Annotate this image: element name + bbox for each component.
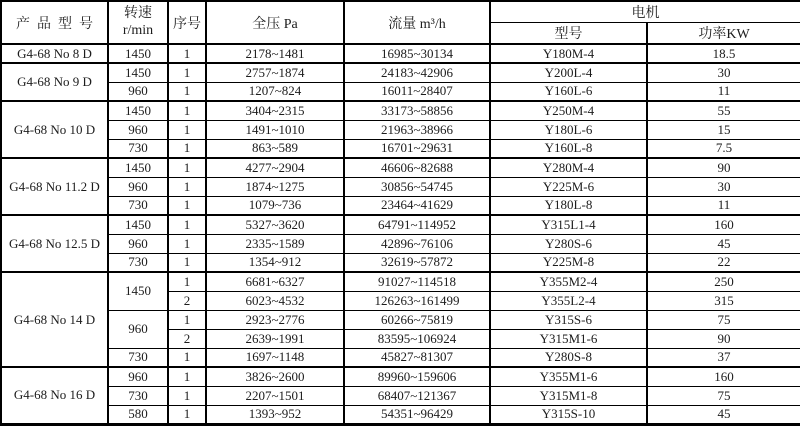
cell-pressure: 2178~1481 (206, 44, 344, 63)
cell-serial: 1 (168, 215, 206, 234)
table-row (1, 405, 800, 424)
cell-motor-power: 45 (647, 405, 800, 424)
cell-motor-model: Y315L1-4 (490, 215, 647, 234)
cell-pressure: 1079~736 (206, 196, 344, 215)
cell-serial: 1 (168, 82, 206, 101)
cell-serial: 1 (168, 367, 206, 386)
cell-pressure: 6681~6327 (206, 272, 344, 291)
cell-motor-power: 7.5 (647, 139, 800, 158)
cell-motor-power: 160 (647, 367, 800, 386)
cell-flow: 16701~29631 (344, 139, 490, 158)
cell-rpm: 730 (108, 386, 168, 405)
header-speed-label: 转速 (124, 6, 152, 22)
header-serial: 序号 (168, 1, 206, 44)
header-flow: 流量 m³/h (344, 1, 490, 44)
cell-motor-model: Y315M1-6 (490, 329, 647, 348)
cell-motor-power: 15 (647, 120, 800, 139)
table-row (1, 367, 800, 386)
table-row (1, 348, 800, 367)
cell-flow: 23464~41629 (344, 196, 490, 215)
header-speed-unit: r/min (122, 22, 154, 38)
table-row (1, 253, 800, 272)
cell-rpm: 960 (108, 82, 168, 101)
cell-motor-power: 75 (647, 386, 800, 405)
cell-motor-model: Y160L-8 (490, 139, 647, 158)
cell-motor-model: Y315S-10 (490, 405, 647, 424)
table-row (1, 101, 800, 120)
cell-motor-power: 45 (647, 234, 800, 253)
cell-motor-power: 11 (647, 82, 800, 101)
cell-motor-power: 30 (647, 177, 800, 196)
spec-table-body (1, 44, 800, 424)
cell-rpm: 730 (108, 348, 168, 367)
cell-flow: 89960~159606 (344, 367, 490, 386)
cell-pressure: 3404~2315 (206, 101, 344, 120)
header-row-main (1, 1, 800, 23)
cell-serial: 1 (168, 101, 206, 120)
cell-motor-power: 315 (647, 291, 800, 310)
cell-motor-power: 55 (647, 101, 800, 120)
cell-flow: 16011~28407 (344, 82, 490, 101)
cell-pressure: 1393~952 (206, 405, 344, 424)
cell-serial: 1 (168, 120, 206, 139)
cell-pressure: 6023~4532 (206, 291, 344, 310)
cell-pressure: 1491~1010 (206, 120, 344, 139)
cell-product-model: G4-68 No 8 D (1, 44, 108, 63)
cell-serial: 1 (168, 348, 206, 367)
cell-flow: 32619~57872 (344, 253, 490, 272)
table-row (1, 196, 800, 215)
cell-motor-model: Y280S-8 (490, 348, 647, 367)
cell-rpm: 730 (108, 139, 168, 158)
table-row (1, 234, 800, 253)
cell-serial: 1 (168, 253, 206, 272)
cell-pressure: 2335~1589 (206, 234, 344, 253)
cell-rpm: 730 (108, 196, 168, 215)
cell-motor-power: 22 (647, 253, 800, 272)
cell-flow: 42896~76106 (344, 234, 490, 253)
cell-rpm: 730 (108, 253, 168, 272)
cell-flow: 45827~81307 (344, 348, 490, 367)
cell-motor-power: 90 (647, 329, 800, 348)
cell-flow: 64791~114952 (344, 215, 490, 234)
table-row (1, 139, 800, 158)
cell-motor-model: Y250M-4 (490, 101, 647, 120)
spec-table-header (1, 1, 800, 44)
cell-motor-model: Y315S-6 (490, 310, 647, 329)
cell-product-model: G4-68 No 16 D (1, 367, 108, 424)
cell-pressure: 1354~912 (206, 253, 344, 272)
cell-motor-model: Y355M1-6 (490, 367, 647, 386)
cell-product-model: G4-68 No 14 D (1, 272, 108, 367)
cell-serial: 1 (168, 158, 206, 177)
cell-motor-model: Y225M-8 (490, 253, 647, 272)
cell-serial: 2 (168, 329, 206, 348)
cell-motor-model: Y225M-6 (490, 177, 647, 196)
cell-flow: 33173~58856 (344, 101, 490, 120)
cell-pressure: 2207~1501 (206, 386, 344, 405)
cell-flow: 46606~82688 (344, 158, 490, 177)
cell-pressure: 4277~2904 (206, 158, 344, 177)
table-row (1, 63, 800, 82)
header-motor-power: 功率KW (647, 23, 800, 45)
cell-rpm: 1450 (108, 44, 168, 63)
cell-motor-power: 90 (647, 158, 800, 177)
cell-motor-power: 250 (647, 272, 800, 291)
header-motor-model: 型号 (490, 23, 647, 45)
cell-rpm: 960 (108, 177, 168, 196)
header-product-model: 产品型号 (1, 1, 108, 44)
table-row (1, 215, 800, 234)
cell-motor-power: 160 (647, 215, 800, 234)
cell-pressure: 3826~2600 (206, 367, 344, 386)
cell-motor-model: Y200L-4 (490, 63, 647, 82)
cell-product-model: G4-68 No 9 D (1, 63, 108, 101)
cell-serial: 1 (168, 139, 206, 158)
table-row (1, 272, 800, 291)
cell-motor-power: 37 (647, 348, 800, 367)
cell-pressure: 5327~3620 (206, 215, 344, 234)
cell-motor-model: Y280S-6 (490, 234, 647, 253)
cell-rpm: 1450 (108, 101, 168, 120)
cell-product-model: G4-68 No 12.5 D (1, 215, 108, 272)
cell-pressure: 2757~1874 (206, 63, 344, 82)
cell-pressure: 1874~1275 (206, 177, 344, 196)
cell-flow: 91027~114518 (344, 272, 490, 291)
table-row (1, 120, 800, 139)
cell-rpm: 960 (108, 234, 168, 253)
cell-flow: 54351~96429 (344, 405, 490, 424)
cell-flow: 24183~42906 (344, 63, 490, 82)
cell-motor-model: Y355M2-4 (490, 272, 647, 291)
cell-rpm: 1450 (108, 63, 168, 82)
cell-serial: 1 (168, 177, 206, 196)
cell-rpm: 1450 (108, 272, 168, 310)
cell-serial: 2 (168, 291, 206, 310)
cell-serial: 1 (168, 44, 206, 63)
table-row (1, 158, 800, 177)
cell-serial: 1 (168, 196, 206, 215)
cell-rpm: 1450 (108, 215, 168, 234)
cell-flow: 16985~30134 (344, 44, 490, 63)
cell-pressure: 1207~824 (206, 82, 344, 101)
table-row (1, 177, 800, 196)
cell-pressure: 1697~1148 (206, 348, 344, 367)
cell-motor-power: 30 (647, 63, 800, 82)
cell-motor-model: Y180M-4 (490, 44, 647, 63)
cell-serial: 1 (168, 310, 206, 329)
cell-pressure: 2923~2776 (206, 310, 344, 329)
cell-rpm: 580 (108, 405, 168, 424)
cell-flow: 68407~121367 (344, 386, 490, 405)
cell-rpm: 1450 (108, 158, 168, 177)
cell-motor-power: 11 (647, 196, 800, 215)
cell-rpm: 960 (108, 120, 168, 139)
cell-motor-power: 75 (647, 310, 800, 329)
cell-flow: 30856~54745 (344, 177, 490, 196)
cell-motor-model: Y180L-6 (490, 120, 647, 139)
cell-serial: 1 (168, 272, 206, 291)
cell-motor-model: Y315M1-8 (490, 386, 647, 405)
cell-motor-model: Y180L-8 (490, 196, 647, 215)
header-speed (108, 1, 168, 44)
header-pressure: 全压 Pa (206, 1, 344, 44)
table-row (1, 82, 800, 101)
cell-product-model: G4-68 No 10 D (1, 101, 108, 158)
cell-rpm: 960 (108, 367, 168, 386)
cell-flow: 83595~106924 (344, 329, 490, 348)
cell-product-model: G4-68 No 11.2 D (1, 158, 108, 215)
cell-motor-model: Y355L2-4 (490, 291, 647, 310)
cell-pressure: 863~589 (206, 139, 344, 158)
cell-flow: 21963~38966 (344, 120, 490, 139)
cell-flow: 126263~161499 (344, 291, 490, 310)
cell-flow: 60266~75819 (344, 310, 490, 329)
cell-serial: 1 (168, 63, 206, 82)
cell-serial: 1 (168, 386, 206, 405)
cell-motor-model: Y160L-6 (490, 82, 647, 101)
table-row (1, 44, 800, 63)
cell-motor-model: Y280M-4 (490, 158, 647, 177)
cell-pressure: 2639~1991 (206, 329, 344, 348)
cell-serial: 1 (168, 234, 206, 253)
table-row (1, 386, 800, 405)
cell-rpm: 960 (108, 310, 168, 348)
cell-motor-power: 18.5 (647, 44, 800, 63)
header-motor: 电机 (490, 1, 800, 23)
cell-serial: 1 (168, 405, 206, 424)
table-row (1, 310, 800, 329)
